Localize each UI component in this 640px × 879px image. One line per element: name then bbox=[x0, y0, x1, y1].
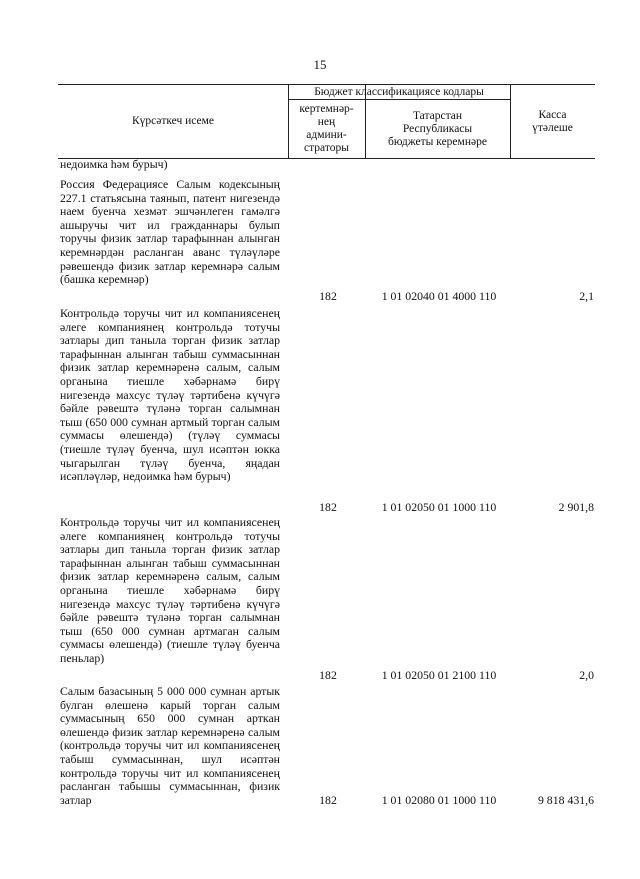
indicator-text: Салым базасының 5 000 000 сумнан артык булган өлешенә карый торган салым суммасының 650 000 сумнан арткан өлешендә физик затлар керемнәренә салым (контрольдә торучы чит ил компаниясенең табыш суммасыннан, шул исәптән контрольдә торучы чит ил компаниясенең расланган табышы суммасыннан, физик затлар bbox=[60, 684, 280, 807]
admin-code: 182 bbox=[319, 289, 337, 303]
indicator-text: Контрольдә торучы чит ил компаниясенең әлеге компаниянең контрольдә тотучы затлары дип таныла торган физик затлар тарафыннан алынган табыш суммасыннан физик затлар керемнәренә салым, салым органына тиешле хәбәрнамә бирү нигезендә махсус түләү тәртибенә күчүгә бәйле рәвештә түләнә торган салымнан тыш (650 000 сумнан артмаган салым суммасы өлешендә) (тиешле түләү буенча пеньлар) bbox=[60, 515, 280, 665]
page-number: 15 bbox=[313, 57, 327, 72]
republic-budget-header: Татарстан Республикасы бюджеты керемнәре bbox=[388, 109, 487, 148]
budget-code: 1 01 02050 01 2100 110 bbox=[381, 668, 497, 682]
budget-codes-header: Бюджет классификациясе кодлары bbox=[314, 85, 484, 98]
admin-code: 182 bbox=[319, 793, 337, 807]
table-header bbox=[58, 84, 595, 159]
indicator-text: недоимка һәм бурыч) bbox=[60, 157, 168, 171]
cash-value: 9 818 431,6 bbox=[537, 793, 594, 807]
cash-header: Касса үтәлеше bbox=[532, 108, 573, 134]
admin-header: кертемнәр- нең админи- страторы bbox=[299, 103, 354, 154]
cash-value: 2,0 bbox=[579, 668, 594, 682]
admin-code: 182 bbox=[319, 500, 337, 514]
indicator-text: Контрольдә торучы чит ил компаниясенең әлеге компаниянең контрольдә тотучы затлары дип таныла торган физик затлар тарафыннан алынган табыш суммасыннан физик затлар керемнәренә салым, салым органына тиешле хәбәрнамә бирү нигезендә махсус түләү тәртибенә күчүгә бәйле рәвештә түләнә торган салымнан тыш (650 000 сумнан артмый торган салым суммасы өлешендә) (түләү суммасы (тиешле түләү буенча, шул исәптән юкка чыгарылган түләү буенча, яңадан исәпләүләр, недоимка һәм бурыч) bbox=[60, 306, 280, 484]
admin-code: 182 bbox=[319, 668, 337, 682]
cash-value: 2 901,8 bbox=[558, 500, 594, 514]
budget-code: 1 01 02040 01 4000 110 bbox=[381, 289, 497, 303]
indicator-text: Россия Федерациясе Салым кодексының 227.1 статьясына таянып, патент нигезендә наем буенча хезмәт эшчәнлеген гамәлгә ашыручы чит ил гражданнары булып торучы физик затлар тарафыннан алынган керемнәрдән расланган аванс түләүләре рәвешендә физик затлар керемнәрә салым (башка керемнәр) bbox=[60, 177, 280, 287]
budget-code: 1 01 02080 01 1000 110 bbox=[381, 793, 497, 807]
budget-code: 1 01 02050 01 1000 110 bbox=[381, 500, 497, 514]
cash-value: 2,1 bbox=[579, 289, 594, 303]
indicator-header: Күрсәткеч исеме bbox=[131, 115, 215, 127]
